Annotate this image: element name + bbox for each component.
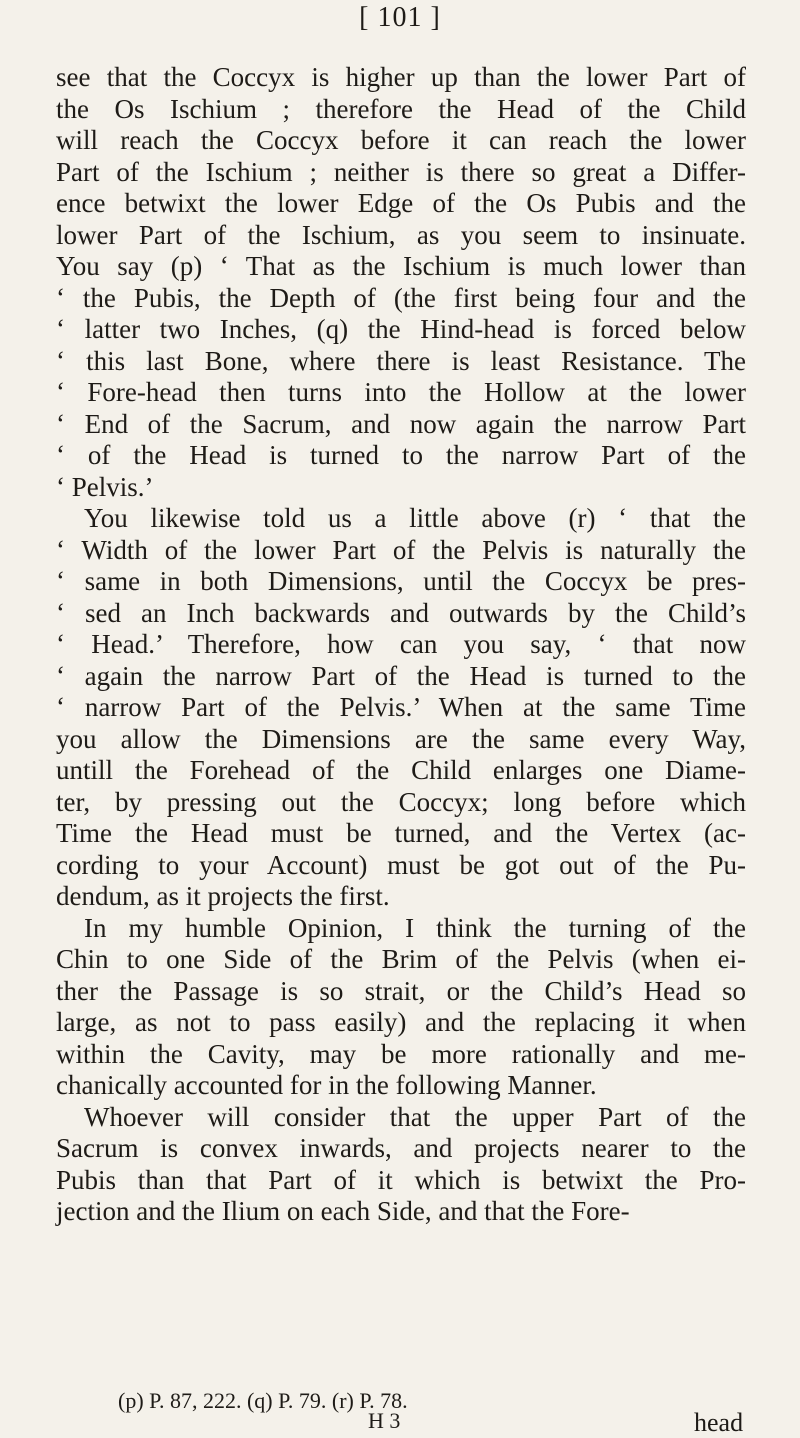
text-line: ‘ this last Bone, where there is least Resistance. The <box>56 345 746 376</box>
text-line: Chin to one Side of the Brim of the Pelvis (when ei- <box>56 944 746 974</box>
page-footer <box>0 1408 800 1436</box>
text-line: ter, by pressing out the Coccyx; long before which <box>56 786 746 817</box>
text-line: ‘ End of the Sacrum, and now again the narrow Part <box>56 408 746 439</box>
text-line: Time the Head must be turned, and the Vertex (ac- <box>56 818 746 848</box>
text-line: ‘ Pelvis.’ <box>56 471 154 502</box>
text-line: ‘ again the narrow Part of the Head is turned to the <box>56 660 746 691</box>
text-line: ‘ Width of the lower Part of the Pelvis is naturally the <box>56 534 746 565</box>
signature-mark: H 3 <box>368 1408 401 1433</box>
text-line: chanically accounted for in the following Manner. <box>56 1070 597 1100</box>
text-line: ‘ Head.’ Therefore, how can you say, ‘ that now <box>56 629 746 659</box>
text-line: ‘ latter two Inches, (q) the Hind-head is forced below <box>56 314 746 344</box>
text-line: the Os Ischium ; therefore the Head of the Child <box>56 93 746 124</box>
text-line: cording to your Account) must be got out of the Pu- <box>56 849 746 880</box>
text-line: large, as not to pass easily) and the replacing it when <box>56 1007 746 1037</box>
text-line: ‘ same in both Dimensions, until the Coccyx be pres- <box>56 566 746 596</box>
text-line: Part of the Ischium ; neither is there so great a Differ- <box>56 156 746 187</box>
footnotes: (p) P. 87, 222. (q) P. 79. (r) P. 78. <box>118 1388 408 1413</box>
page-number: [ 101 ] <box>359 2 441 33</box>
text-line: ‘ Fore-head then turns into the Hollow at the lower <box>56 377 746 407</box>
text-line: ther the Passage is so strait, or the Child’s Head so <box>56 975 746 1006</box>
text-line: Whoever will consider that the upper Part of the <box>84 1101 746 1132</box>
text-line: lower Part of the Ischium, as you seem to insinuate. <box>56 219 746 250</box>
text-line: You say (p) ‘ That as the Ischium is much lower than <box>56 251 746 281</box>
text-line: ‘ sed an Inch backwards and outwards by the Child’s <box>56 597 746 628</box>
body-text <box>56 62 746 1228</box>
text-line: You likewise told us a little above (r) ‘ that the <box>84 503 746 533</box>
text-line: ‘ of the Head is turned to the narrow Part of the <box>56 440 746 470</box>
text-line: see that the Coccyx is higher up than the lower Part of <box>56 62 746 92</box>
text-line: untill the Forehead of the Child enlarges one Diame- <box>56 755 746 785</box>
text-line: ‘ the Pubis, the Depth of (the first being four and the <box>56 282 746 313</box>
text-line: within the Cavity, may be more rationally and me- <box>56 1038 746 1069</box>
text-line: dendum, as it projects the first. <box>56 881 390 911</box>
text-line: Pubis than that Part of it which is betwixt the Pro- <box>56 1164 746 1195</box>
catchword: head <box>694 1408 744 1437</box>
text-line: ‘ narrow Part of the Pelvis.’ When at the same Time <box>56 692 746 722</box>
text-line: In my humble Opinion, I think the turning of the <box>84 912 746 943</box>
text-line: will reach the Coccyx before it can reach the lower <box>56 125 746 155</box>
text-line: you allow the Dimensions are the same every Way, <box>56 723 746 754</box>
text-line: Sacrum is convex inwards, and projects nearer to the <box>56 1133 746 1163</box>
text-line: jection and the Ilium on each Side, and that the Fore- <box>56 1196 630 1226</box>
text-line: ence betwixt the lower Edge of the Os Pubis and the <box>56 188 746 218</box>
